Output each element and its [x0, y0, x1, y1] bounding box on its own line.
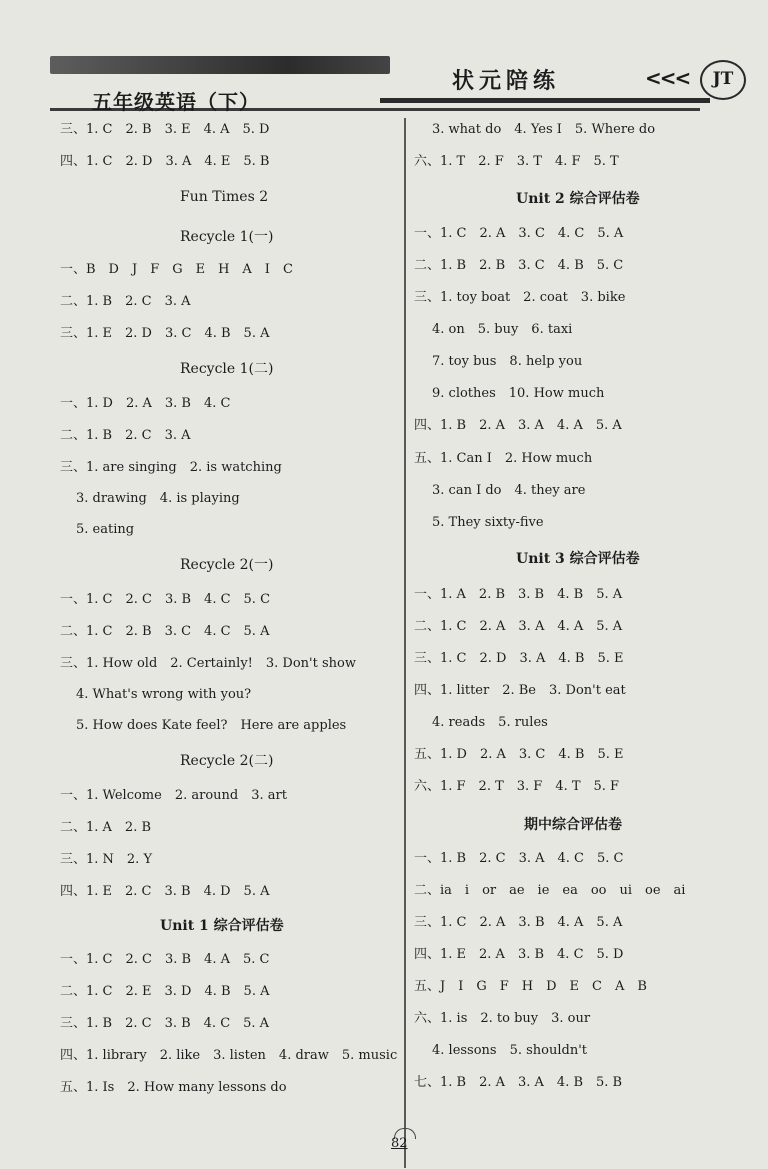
answer-line: 二、1. C 2. A 3. A 4. A 5. A	[414, 619, 623, 634]
answer-line: 四、1. C 2. D 3. A 4. E 5. B	[60, 154, 270, 169]
answer-line: 一、1. Welcome 2. around 3. art	[60, 788, 287, 803]
answer-line: 4. What's wrong with you?	[76, 687, 252, 702]
section-title: Unit 2 综合评估卷	[516, 191, 640, 207]
answer-line: 二、1. B 2. C 3. A	[60, 294, 191, 309]
answer-line: 五、J I G F H D E C A B	[414, 979, 647, 994]
answer-line: 4. on 5. buy 6. taxi	[432, 322, 573, 337]
header-rule	[380, 98, 710, 103]
page-number: 82	[391, 1136, 408, 1151]
answer-line: 三、1. N 2. Y	[60, 852, 153, 867]
answer-line: 六、1. is 2. to buy 3. our	[414, 1011, 591, 1026]
answer-line: 五、1. Can I 2. How much	[414, 451, 593, 466]
answer-line: 4. lessons 5. shouldn't	[432, 1043, 588, 1058]
answer-line: 5. They sixty-five	[432, 515, 544, 530]
answer-line: 一、1. B 2. C 3. A 4. C 5. C	[414, 851, 624, 866]
section-title: Unit 3 综合评估卷	[516, 551, 640, 567]
section-title: Recycle 1(二)	[180, 361, 274, 377]
column-divider	[404, 118, 406, 1168]
answer-line: 三、1. B 2. C 3. B 4. C 5. A	[60, 1016, 270, 1031]
answer-line: 四、1. E 2. A 3. B 4. C 5. D	[414, 947, 624, 962]
answer-line: 六、1. T 2. F 3. T 4. F 5. T	[414, 154, 619, 169]
answer-line: 二、1. B 2. C 3. A	[60, 428, 191, 443]
answer-line: 六、1. F 2. T 3. F 4. T 5. F	[414, 779, 620, 794]
section-title: Recycle 2(一)	[180, 557, 274, 573]
answer-line: 五、1. Is 2. How many lessons do	[60, 1080, 287, 1095]
answer-line: 一、B D J F G E H A I C	[60, 262, 293, 277]
answer-line: 三、1. C 2. B 3. E 4. A 5. D	[60, 122, 270, 137]
section-title: Unit 1 综合评估卷	[160, 918, 284, 934]
answer-line: 三、1. E 2. D 3. C 4. B 5. A	[60, 326, 270, 341]
answer-line: 一、1. C 2. A 3. C 4. C 5. A	[414, 226, 624, 241]
answer-line: 9. clothes 10. How much	[432, 386, 605, 401]
answer-line: 四、1. litter 2. Be 3. Don't eat	[414, 683, 626, 698]
answer-line: 5. eating	[76, 522, 135, 537]
jt-logo: JT	[700, 60, 746, 100]
answer-line: 三、1. How old 2. Certainly! 3. Don't show	[60, 656, 356, 671]
answer-line: 4. reads 5. rules	[432, 715, 548, 730]
answer-line: 四、1. E 2. C 3. B 4. D 5. A	[60, 884, 270, 899]
answer-line: 五、1. D 2. A 3. C 4. B 5. E	[414, 747, 624, 762]
answer-line: 二、ia i or ae ie ea oo ui oe ai	[414, 883, 686, 898]
answer-line: 四、1. B 2. A 3. A 4. A 5. A	[414, 418, 622, 433]
answer-line: 三、1. C 2. A 3. B 4. A 5. A	[414, 915, 623, 930]
section-title: Fun Times 2	[180, 189, 269, 205]
answer-line: 三、1. toy boat 2. coat 3. bike	[414, 290, 626, 305]
answer-line: 三、1. are singing 2. is watching	[60, 460, 282, 475]
answer-line: 一、1. C 2. C 3. B 4. A 5. C	[60, 952, 270, 967]
answer-line: 7. toy bus 8. help you	[432, 354, 583, 369]
answer-line: 七、1. B 2. A 3. A 4. B 5. B	[414, 1075, 623, 1090]
brand-title: 状元陪练	[452, 69, 561, 94]
answer-line: 一、1. C 2. C 3. B 4. C 5. C	[60, 592, 271, 607]
answer-line: 二、1. C 2. B 3. C 4. C 5. A	[60, 624, 270, 639]
answer-line: 三、1. C 2. D 3. A 4. B 5. E	[414, 651, 624, 666]
answer-line: 二、1. C 2. E 3. D 4. B 5. A	[60, 984, 270, 999]
answer-line: 一、1. A 2. B 3. B 4. B 5. A	[414, 587, 623, 602]
answer-line: 3. what do 4. Yes I 5. Where do	[432, 122, 656, 137]
answer-line: 四、1. library 2. like 3. listen 4. draw 5. music	[60, 1048, 398, 1063]
section-title: 期中综合评估卷	[524, 817, 622, 833]
answer-line: 5. How does Kate feel? Here are apples	[76, 718, 347, 733]
grade-title: 五年级英语（下）	[92, 90, 260, 114]
answer-line: 二、1. B 2. B 3. C 4. B 5. C	[414, 258, 624, 273]
answer-line: 3. can I do 4. they are	[432, 483, 586, 498]
section-title: Recycle 1(一)	[180, 229, 274, 245]
answer-line: 3. drawing 4. is playing	[76, 491, 240, 506]
chevrons-icon: <<<	[645, 66, 690, 90]
answer-line: 一、1. D 2. A 3. B 4. C	[60, 396, 231, 411]
header-band	[50, 56, 390, 74]
answer-line: 二、1. A 2. B	[60, 820, 152, 835]
section-title: Recycle 2(二)	[180, 753, 274, 769]
